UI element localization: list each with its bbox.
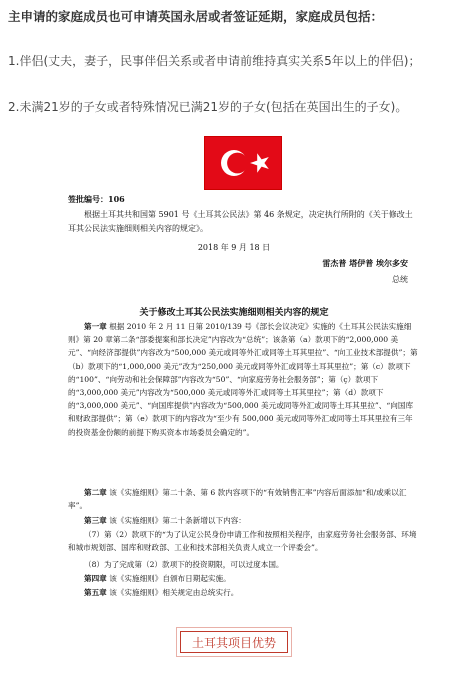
- article-1: [68, 320, 420, 439]
- article-label: 第四章: [84, 574, 107, 583]
- article-text: 该《实施细则》第二十条、第 6 款内容项下的“有效销售汇率”内容后面添加“和/或乘以汇率”。: [68, 488, 407, 511]
- article-text: 该《实施细则》自颁布日期起实施。: [109, 574, 231, 583]
- article-text: 该《实施细则》相关规定由总统实行。: [109, 588, 239, 597]
- article-3: [68, 514, 420, 527]
- signer-name: 雷杰普 塔伊普 埃尔多安: [322, 258, 408, 268]
- turkey-flag-icon: [204, 136, 282, 190]
- decree-document-image: [38, 130, 430, 622]
- paragraph-7: （7）第（2）款项下的“为了认定公民身份申请工作和按照相关程序，由家庭劳务社会服务部、环境和城市规划部、国库和财政部、工业和技术部相关负责人成立一个评委会”。: [68, 530, 417, 553]
- intro-heading: 主申请的家庭成员也可申请英国永居或者签证延期，家庭成员包括：: [8, 9, 384, 24]
- article-label: 第三章: [84, 516, 107, 525]
- article-label: 第五章: [84, 588, 107, 597]
- article-5: [68, 586, 420, 599]
- family-member-item-1: 1.伴侣(丈夫，妻子，民事伴侣关系或者申请前维持真实关系5年以上的伴侣)；: [8, 54, 421, 68]
- turkey-project-advantages-button[interactable]: 土耳其项目优势: [180, 631, 288, 653]
- article-label: 第一章: [84, 322, 107, 331]
- decree-text: 根据土耳其共和国第 5901 号《土耳其公民法》第 46 条规定，决定执行所附的《关于修改土耳其公民法实施细则相关内容的规定》。: [68, 210, 413, 233]
- signer-title: 总统: [392, 275, 408, 284]
- family-member-item-2: 2.未满21岁的子女或者特殊情况已满21岁的子女(包括在英国出生的子女)。: [8, 100, 408, 114]
- article-2: [68, 486, 420, 512]
- regulation-title: 关于修改土耳其公民法实施细则相关内容的规定: [139, 308, 329, 318]
- article-text: 该《实施细则》第二十条新增以下内容：: [109, 516, 246, 525]
- article-4: [68, 572, 420, 585]
- serial-number: 签批编号：106: [68, 194, 125, 204]
- article-text: 根据 2010 年 2 月 11 日第 2010/139 号《部长会议决定》实施的《土耳其公民法实施细则》第 20 章第二条“部委提案和部长决定”内容改为“总统”；该条第（a）款项下的“2,000,000 美元”、“向经济部提供”内容改为“500,000 美元或同等外汇或同等土耳其里拉”、“向工业技术部提供”；第（b）款项下的“1,000,000 美元”改为“250,000 美元或同等外汇或同等土耳其里拉”；第（c）款项下的“100”、“向劳动和社会保障部”内容改为“50”、“向家庭劳务社会服务部”；第（ç）款项下的“3,000,000 美元”内容改为“500,000 美元或同等外汇或同等土耳其里拉”；第（d）款项下的“3,000,000 美元”、“向国库提供”内容改为“500,000 美元或同等外汇或同等土耳其里拉”、“向国库和财政部提供”；第（e）款项下的内容改为“至少有 500,000 美元或同等外汇或同等土耳其里拉有三年的投资基金份额的前提下购买资本市场委员会确定的”。: [68, 322, 418, 437]
- article-label: 第二章: [84, 488, 107, 497]
- paragraph-8: （8）为了完成第（2）款项下的投资期限，可以过度本国。: [84, 560, 284, 569]
- decree-date: 2018 年 9 月 18 日: [197, 243, 271, 252]
